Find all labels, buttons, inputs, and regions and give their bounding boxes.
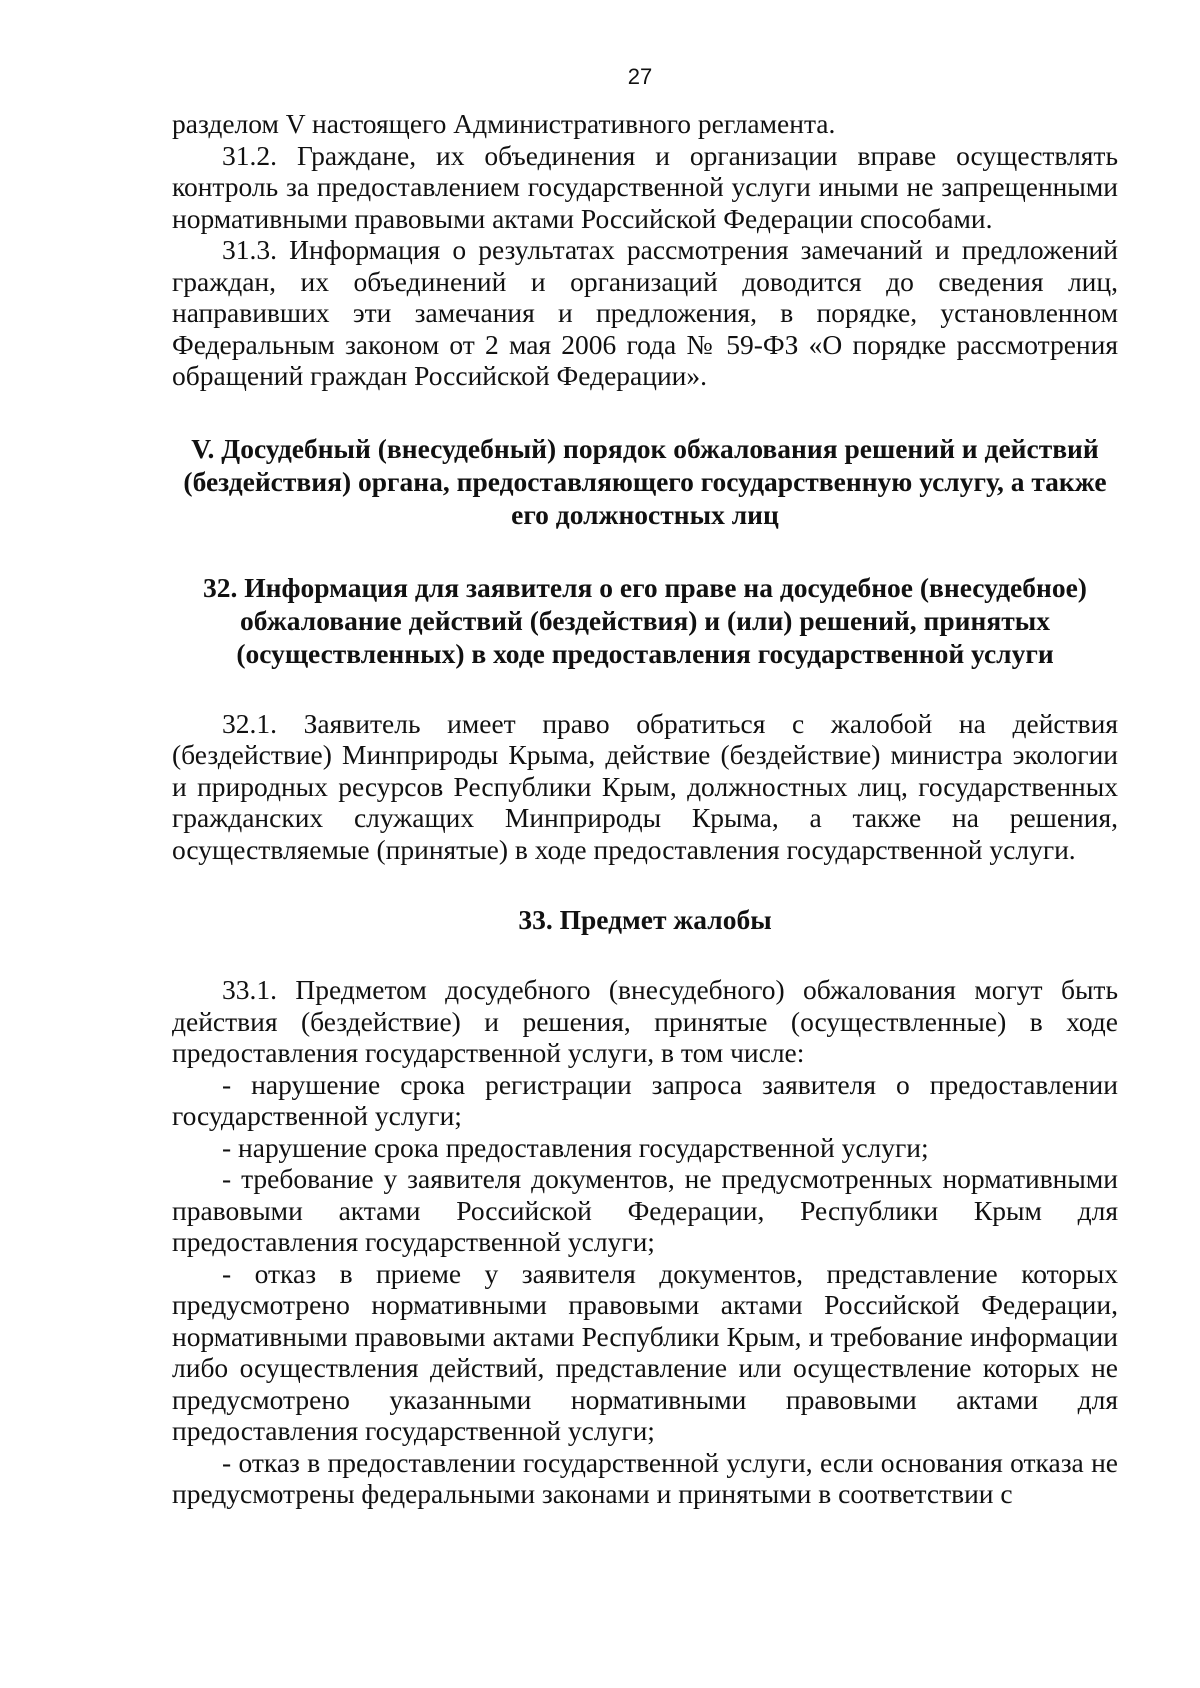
heading-32: 32. Информация для заявителя о его праве на досудебное (внесудебное) обжалование действий (бездействия) и (или) решений, принятых (осуществленных) в ходе предоставления государственной услуги — [203, 571, 1087, 669]
page-number: 27 — [627, 64, 653, 89]
section-v-title: V. Досудебный (внесудебный) порядок обжалования решений и действий (бездействия) органа, предоставляющего государственную услугу, а также его должностных лиц — [183, 432, 1107, 530]
paragraph-32-1: 32.1. Заявитель имеет право обратиться с жалобой на действия (бездействие) Минприроды Крыма, действие (бездействие) министра экологии и природных ресурсов Республики Крым, должностных лиц, государственных гражданских служащих Минприроды Крыма, а также на решения, осуществляемые (принятые) в ходе предоставления государственной услуги. — [172, 707, 1118, 865]
paragraph-31-2: 31.2. Граждане, их объединения и организации вправе осуществлять контроль за предоставлением государственной услуги иными не запрещенными нормативными правовыми актами Российской Федерации способами. — [172, 139, 1118, 234]
heading-33: 33. Предмет жалобы — [518, 904, 772, 935]
list-item-33-1: - нарушение срока регистрации запроса заявителя о предоставлении государственной услуги; — [172, 1068, 1118, 1131]
list-item-33-3: - требование у заявителя документов, не предусмотренных нормативными правовыми актами Российской Федерации, Республики Крым для предоставления государственной услуги; — [172, 1163, 1118, 1257]
list-item-33-4: - отказ в приеме у заявителя документов, представление которых предусмотрено нормативными правовыми актами Российской Федерации, нормативными правовыми актами Республики Крым, и требование информации либо осуществления действий, представление или осуществление которых не предусмотрено указанными нормативными правовыми актами для предоставления государственной услуги; — [172, 1257, 1118, 1446]
list-item-33-2: - нарушение срока предоставления государственной услуги; — [222, 1131, 929, 1163]
document-body — [172, 108, 1118, 1510]
list-item-33-5: - отказ в предоставлении государственной услуги, если основания отказа не предусмотрены федеральными законами и принятыми в соответствии с — [172, 1446, 1118, 1509]
paragraph-31-3: 31.3. Информация о результатах рассмотрения замечаний и предложений граждан, их объединений и организаций доводится до сведения лиц, направивших эти замечания и предложения, в порядке, установленном Федеральным законом от 2 мая 2006 года № 59-ФЗ «О порядке рассмотрения обращений граждан Российской Федерации». — [172, 234, 1118, 391]
paragraph-33-1: 33.1. Предметом досудебного (внесудебного) обжалования могут быть действия (бездействие) и решения, принятые (осуществленные) в ходе предоставления государственной услуги, в том числе: — [172, 974, 1118, 1068]
paragraph-continuation: разделом V настоящего Административного регламента. — [172, 108, 836, 139]
